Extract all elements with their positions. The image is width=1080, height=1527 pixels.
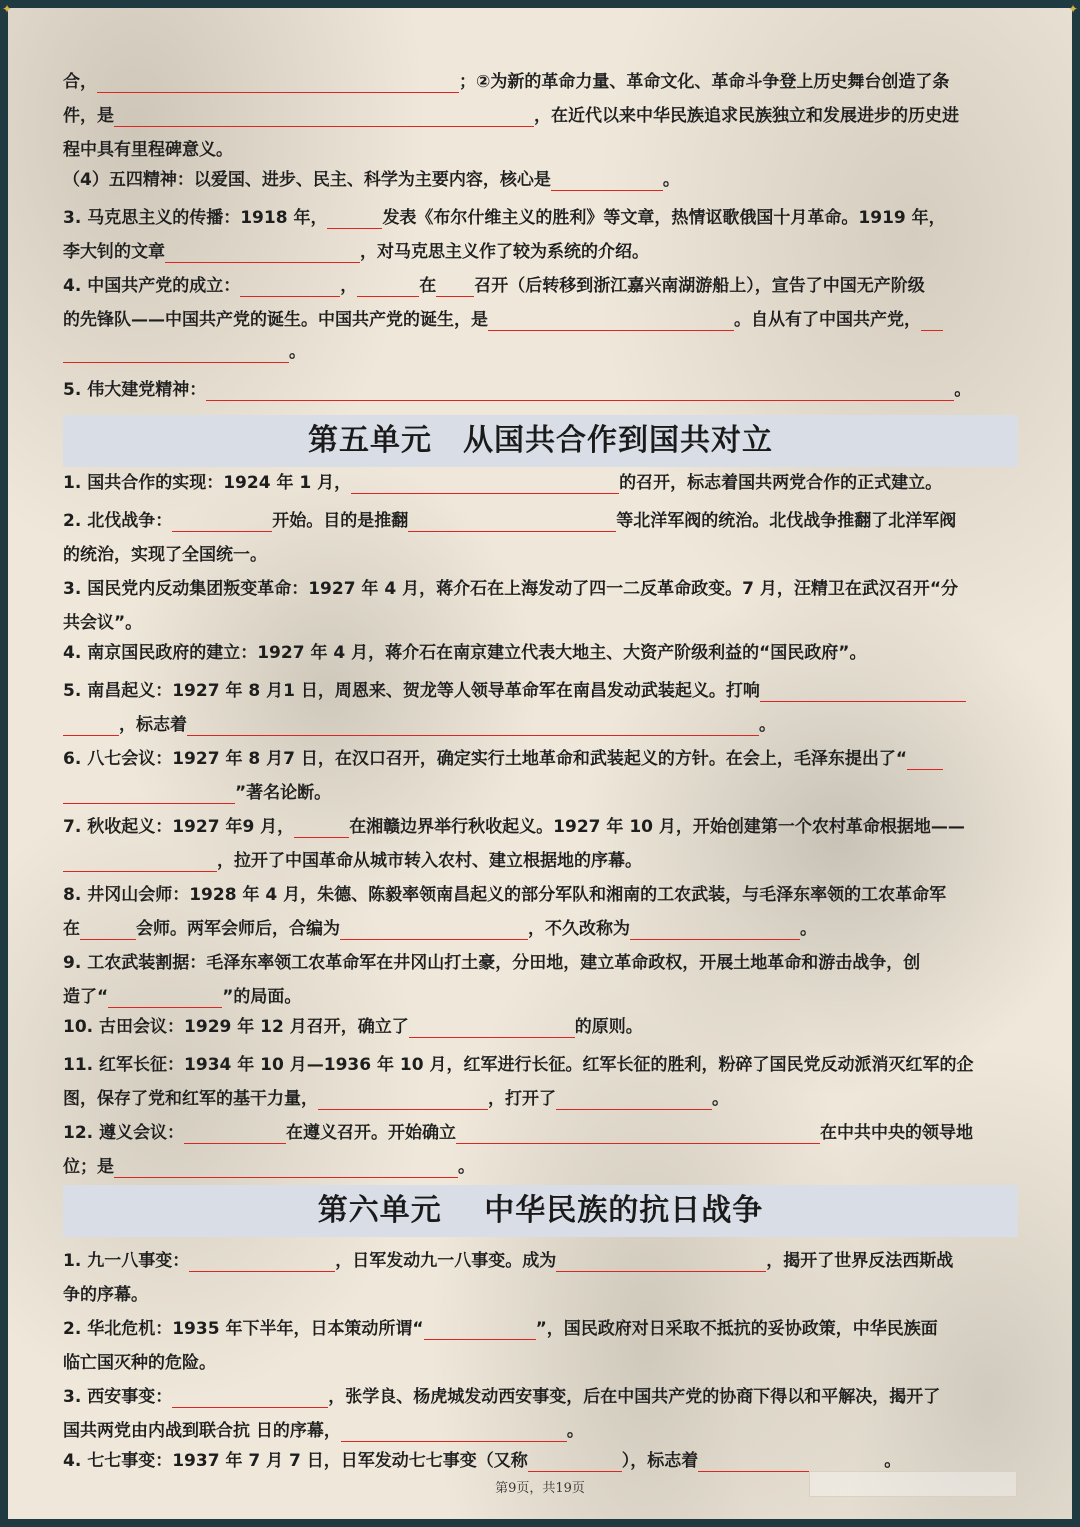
unit-title-banner: 第六单元 中华民族的抗日战争 [63,1185,1018,1237]
fill-blank[interactable] [172,513,272,532]
text-line: 12. 遵义会议： 在遵义召开。开始确立 在中共中央的领导地 [63,1123,974,1143]
text-line: 合， ；②为新的革命力量、革命文化、革命斗争登上历史舞台创造了条 [63,72,950,92]
fill-blank[interactable] [630,921,800,940]
fill-blank[interactable] [240,278,340,297]
fill-blank[interactable] [488,312,734,331]
corner-star-icon: ✦ [1067,2,1078,16]
fill-blank[interactable] [108,989,222,1008]
text-line: 的先锋队——中国共产党的诞生。中国共产党的诞生，是 。自从有了中国共产党， [63,308,1018,332]
fill-blank[interactable] [436,278,474,297]
text-line: ”著名论断。 [63,781,1018,805]
fill-blank[interactable] [63,785,235,804]
page-number: 第9页，共19页 [495,1481,585,1496]
fill-blank[interactable] [63,717,119,736]
fill-blank[interactable] [63,344,289,363]
fill-blank[interactable] [528,1453,622,1472]
unit-title-banner: 第五单元 从国共合作到国共对立 [63,415,1018,467]
fill-blank[interactable] [456,1125,820,1144]
text-line: 8. 井冈山会师：1928 年 4 月，朱德、陈毅率领南昌起义的部分军队和湘南的工农武装，与毛泽东率领的工农革命军 [63,885,947,905]
text-line: 图，保存了党和红军的基干力量， ，打开了 。 [63,1089,729,1109]
fill-blank[interactable] [184,1125,286,1144]
text-line: 4. 七七事变：1937 年 7 月 7 日，日军发动七七事变（又称 ），标志着 。 [63,1451,902,1471]
text-line: 7. 秋收起义：1927 年9 月， 在湘赣边界举行秋收起义。1927 年 10 月，开始创建第一个农村革命根据地—— [63,817,965,837]
fill-blank[interactable] [340,921,528,940]
fill-blank[interactable] [187,717,759,736]
text-line: 5. 伟大建党精神： 。 [63,380,972,400]
fill-blank[interactable] [165,244,360,263]
fill-blank[interactable] [351,475,619,494]
fill-blank[interactable] [114,108,534,127]
footer-box [809,1471,1017,1497]
worksheet-content [63,70,1018,1473]
text-line: 共会议”。 [63,613,143,633]
text-line: 6. 八七会议：1927 年 8 月7 日，在汉口召开，确定实行土地革命和武装起义的方针。在会上，毛泽东提出了“ [63,747,1018,771]
text-line: 在 会师。两军会师后，合编为 ，不久改称为 。 [63,919,817,939]
text-line: 11. 红军长征：1934 年 10 月—1936 年 10 月，红军进行长征。红军长征的胜利，粉碎了国民党反动派消灭红军的企 [63,1055,974,1075]
text-line: 4. 南京国民政府的建立：1927 年 4 月，蒋介石在南京建立代表大地主、大资产阶级利益的“国民政府”。 [63,643,867,663]
text-line: 10. 古田会议：1929 年 12 月召开，确立了 的原则。 [63,1017,643,1037]
text-line: 2. 北伐战争： 开始。目的是推翻 等北洋军阀的统治。北伐战争推翻了北洋军阀 [63,511,957,531]
text-line: 造了“ ”的局面。 [63,987,302,1007]
fill-blank[interactable] [409,1019,575,1038]
fill-blank[interactable] [172,1389,328,1408]
text-line: 临亡国灭种的危险。 [63,1353,216,1373]
text-line: 李大钊的文章 ，对马克思主义作了较为系统的介绍。 [63,242,649,262]
fill-blank[interactable] [114,1159,458,1178]
text-line: （4）五四精神：以爱国、进步、民主、科学为主要内容，核心是 。 [63,170,680,190]
fill-blank[interactable] [760,683,966,702]
fill-blank[interactable] [206,382,954,401]
fill-blank[interactable] [408,513,616,532]
fill-blank[interactable] [341,1423,567,1442]
document-page [2,2,1078,1519]
fill-blank[interactable] [189,1253,335,1272]
fill-blank[interactable] [80,921,136,940]
corner-star-icon: ✦ [2,2,13,16]
fill-blank[interactable] [357,278,419,297]
fill-blank[interactable] [327,210,382,229]
text-line: 的统治，实现了全国统一。 [63,545,267,565]
text-line: 。 [63,340,1018,364]
text-line: ，标志着 。 [63,713,1018,737]
fill-blank[interactable] [907,751,943,770]
text-line: 争的序幕。 [63,1285,148,1305]
text-line: 程中具有里程碑意义。 [63,140,233,160]
text-line: 1. 九一八事变： ，日军发动九一八事变。成为 ，揭开了世界反法西斯战 [63,1251,954,1271]
fill-blank[interactable] [556,1091,712,1110]
text-line: 2. 华北危机：1935 年下半年，日本策动所谓“ ”，国民政府对日采取不抵抗的妥协政策，中华民族面 [63,1319,938,1339]
text-line: 1. 国共合作的实现：1924 年 1 月， 的召开，标志着国共两党合作的正式建立。 [63,473,943,493]
text-line: 4. 中国共产党的成立： ， 在 召开（后转移到浙江嘉兴南湖游船上），宣告了中国无产阶级 [63,276,925,296]
fill-blank[interactable] [921,312,943,331]
text-line: ，拉开了中国革命从城市转入农村、建立根据地的序幕。 [63,849,1018,873]
fill-blank[interactable] [318,1091,488,1110]
text-line: 9. 工农武装割据：毛泽东率领工农革命军在井冈山打土豪，分田地，建立革命政权，开展土地革命和游击战争，创 [63,953,921,973]
text-line: 5. 南昌起义：1927 年 8 月1 日，周恩来、贺龙等人领导革命军在南昌发动武装起义。打响 [63,679,1018,703]
text-line: 国共两党由内战到联合抗 日的序幕， 。 [63,1421,584,1441]
text-line: 位；是 。 [63,1157,475,1177]
fill-blank[interactable] [63,853,217,872]
fill-blank[interactable] [698,1453,884,1472]
text-line: 3. 马克思主义的传播：1918 年， 发表《布尔什维主义的胜利》等文章，热情讴歌俄国十月革命。1919 年， [63,208,946,228]
fill-blank[interactable] [97,74,459,93]
text-line: 3. 西安事变： ，张学良、杨虎城发动西安事变，后在中国共产党的协商下得以和平解决，揭开了 [63,1387,941,1407]
fill-blank[interactable] [424,1321,536,1340]
fill-blank[interactable] [551,172,663,191]
text-line: 件，是 ，在近代以来中华民族追求民族独立和发展进步的历史进 [63,106,959,126]
text-line: 3. 国民党内反动集团叛变革命：1927 年 4 月，蒋介石在上海发动了四一二反革命政变。7 月，汪精卫在武汉召开“分 [63,579,959,599]
fill-blank[interactable] [556,1253,766,1272]
fill-blank[interactable] [294,819,349,838]
